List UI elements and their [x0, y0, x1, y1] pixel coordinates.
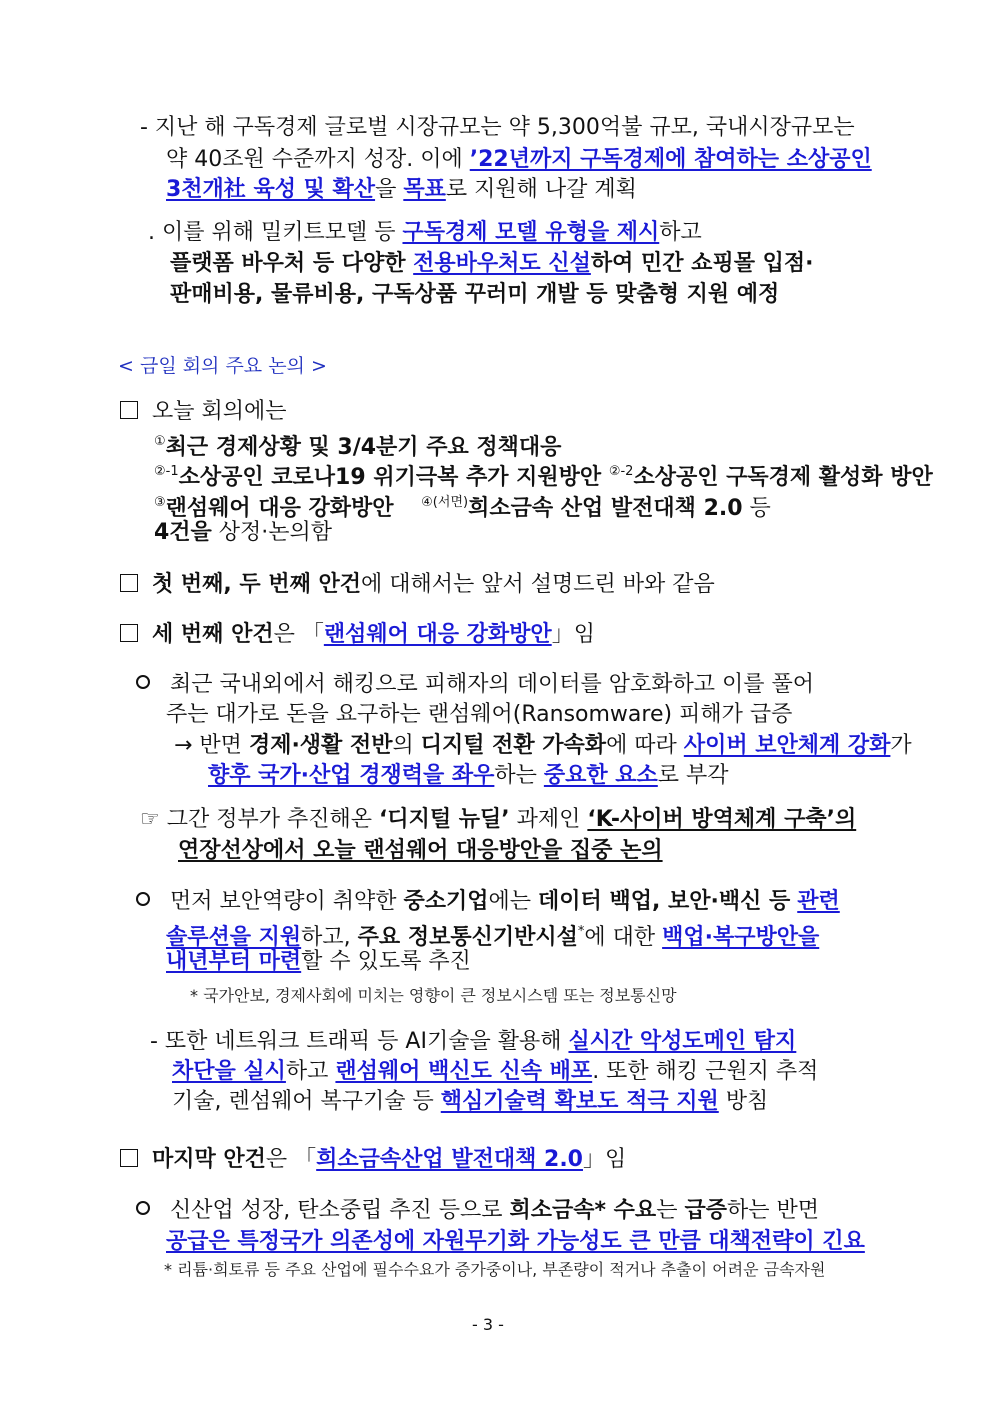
sme-support-line-2: 솔루션을 지원하고, 주요 정보통신기반시설*에 대한 백업·복구방안을	[166, 924, 820, 950]
agenda-item-3: ③랜섬웨어 대응 강화방안 $^{④(서면)}$희소금속 산업 발전대책 2.0 등	[154, 495, 771, 521]
infrastructure-footnote: * 국가안보, 경제사회에 미치는 영향이 큰 정보시스템 또는 정보통신망	[190, 986, 677, 1005]
rare-metal-line-1: 신산업 성장, 탄소중립 추진 등으로 희소금속* 수요는 급증하는 반면	[136, 1196, 819, 1226]
ai-tech-line-3: 기술, 렌섬웨어 복구기술 등 핵심기술력 확보도 적극 지원 방침	[172, 1089, 769, 1114]
bullet-circle-icon	[136, 1201, 150, 1215]
agenda-intro: 오늘 회의에는	[120, 397, 287, 427]
agenda-item-1: ①최근 경제상황 및 3/4분기 주요 정책대응	[154, 434, 562, 460]
checkbox-square-icon	[120, 1149, 138, 1167]
sme-support-line-1: 먼저 보안역량이 취약한 중소기업에는 데이터 백업, 보안·백신 등 관련	[136, 887, 840, 917]
sme-support-line-3: 내년부터 마련할 수 있도록 추진	[166, 949, 471, 974]
bullet-circle-icon	[136, 675, 150, 689]
ai-tech-line-2: 차단을 실시하고 랜섬웨어 백신도 신속 배포. 또한 해킹 근원지 추적	[172, 1059, 819, 1084]
first-second-agenda: 첫 번째, 두 번째 안건에 대해서는 앞서 설명드린 바와 같음	[120, 570, 715, 600]
checkbox-square-icon	[120, 574, 138, 592]
agenda-summary: 4건을 상정·논의함	[154, 520, 333, 545]
ransomware-line-1: 최근 국내외에서 해킹으로 피해자의 데이터를 암호화하고 이를 풀어	[136, 670, 814, 700]
subscription-market-line-2: 약 40조원 수준까지 성장. 이에 ’22년까지 구독경제에 참여하는 소상공인	[166, 147, 872, 172]
page-number: - 3 -	[472, 1315, 504, 1334]
rare-metal-line-2: 공급은 특정국가 의존성에 자원무기화 가능성도 큰 만큼 대책전략이 긴요	[166, 1229, 865, 1254]
subscription-market-line-1: - 지난 해 구독경제 글로벌 시장규모는 약 5,300억불 규모, 국내시장규모는	[140, 115, 855, 140]
subscription-market-line-3: 3천개社 육성 및 확산을 목표로 지원해 나갈 계획	[166, 177, 637, 202]
digital-newdeal-line-2: 연장선상에서 오늘 랜섬웨어 대응방안을 집중 논의	[178, 838, 663, 863]
section-title: < 금일 회의 주요 논의 >	[118, 355, 327, 377]
last-agenda: 마지막 안건은 「희소금속산업 발전대책 2.0」임	[120, 1145, 626, 1175]
checkbox-square-icon	[120, 624, 138, 642]
checkbox-square-icon	[120, 401, 138, 419]
ai-tech-line-1: - 또한 네트워크 트래픽 등 AI기술을 활용해 실시간 악성도메인 탐지	[150, 1029, 797, 1054]
bullet-circle-icon	[136, 892, 150, 906]
support-plan-line-3: 판매비용, 물류비용, 구독상품 꾸러미 개발 등 맞춤형 지원 예정	[170, 282, 780, 307]
pointing-hand-icon: ☞	[140, 807, 160, 832]
ransomware-line-3: → 반면 경제·생활 전반의 디지털 전환 가속화에 따라 사이버 보안체계 강화가	[174, 733, 912, 758]
rare-metal-footnote: * 리튬·희토류 등 주요 산업에 필수수요가 증가중이나, 부존량이 적거나 추출이 어려운 금속자원	[164, 1260, 826, 1279]
third-agenda: 세 번째 안건은 「랜섬웨어 대응 강화방안」임	[120, 620, 595, 650]
digital-newdeal-line-1: ☞ 그간 정부가 추진해온 ‘디지털 뉴딜’ 과제인 ‘K-사이버 방역체계 구축’의	[140, 807, 857, 832]
ransomware-line-4: 향후 국가·산업 경쟁력을 좌우하는 중요한 요소로 부각	[208, 763, 729, 788]
ransomware-line-2: 주는 대가로 돈을 요구하는 랜섬웨어(Ransomware) 피해가 급증	[166, 702, 793, 727]
support-plan-line-2: 플랫폼 바우처 등 다양한 전용바우처도 신설하여 민간 쇼핑몰 입점·	[170, 251, 814, 276]
support-plan-line-1: . 이를 위해 밀키트모델 등 구독경제 모델 유형을 제시하고	[148, 220, 702, 245]
agenda-item-2: $^{②-1}$소상공인 코로나19 위기극복 추가 지원방안 $^{②-2}$소상공인 구독경제 활성화 방안	[154, 464, 933, 490]
